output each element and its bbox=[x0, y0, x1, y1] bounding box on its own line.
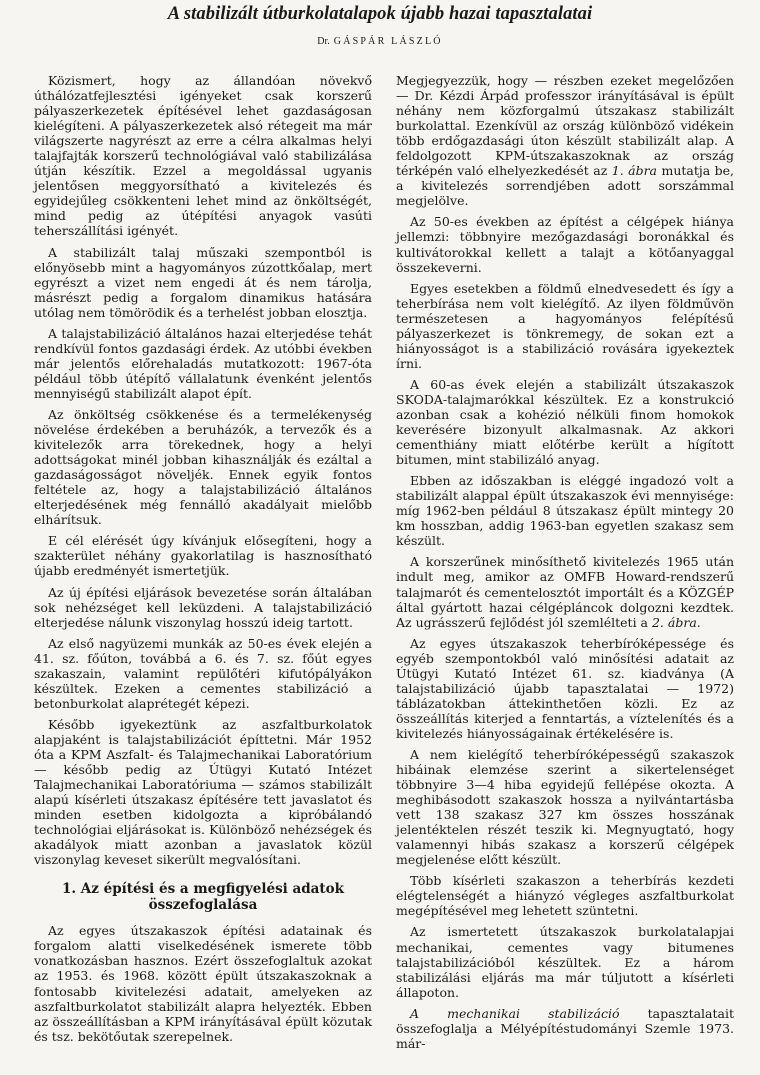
paragraph: Ebben az időszakban is eléggé ingadozó volt a stabilizált alappal épült útszakaszok évi mennyisége: míg 1962-ben például 8 útszakasz épült mintegy 20 km hosszban, addig 1963-ban egyetlen szakasz sem készült. bbox=[396, 473, 734, 549]
figure-reference: 1. ábra bbox=[611, 163, 658, 179]
paragraph: Az önköltség csökkenése és a termelékenység növelése érdekében a beruházók, a tervezők és a kivitelezők arra törekednek, hogy a helyi adottságokat minél jobban kihasználják és ezáltal a gazdaságosságot növeljék. Ennek egyik fontos feltétele az, hogy a talajstabilizáció általános elterjedésének még fennálló akadályait mielőbb elhárítsuk. bbox=[34, 406, 372, 528]
paragraph: Az 50-es években az építést a célgépek hiánya jellemzi: többnyire mezőgazdasági boronákkal és kultivátorokkal kellett a talajt a kötőanyaggal összekeverni. bbox=[396, 214, 734, 275]
paragraph: Az egyes útszakaszok teherbíróképessége és egyéb szempontokból való minősítési adatait az Útügyi Kutató Intézet 61. sz. kiadványa (A talajstabilizáció újabb tapasztalatai — 1972) táblázatokban áttekinthetően közli. Ez az összeállítás kiterjed a fenntartás, a víztelenítés és a kivitelezés hiányosságainak értékelésére is. bbox=[396, 635, 734, 741]
paragraph bbox=[396, 554, 734, 629]
paragraph: Az új építési eljárások bevezetése során általában sok nehézséget kell leküzdeni. A talajstabilizáció elterjedése nálunk viszonylag hosszú ideig tartott. bbox=[34, 584, 372, 630]
figure-reference: 2. ábra. bbox=[651, 614, 701, 630]
paragraph: Az egyes útszakaszok építési adatainak és forgalom alatti viselkedésének ismerete több vonatkozásban hasznos. Ezért összefoglaltuk azokat az 1953. és 1968. között épült útszakaszoknak a fontosabb kivitelezési adatait, amelyeken az aszfaltburkolatot stabilizált alapra helyezték. Ebben az összeállításban a KPM irányításával épült közutak és tsz. bekötőutak szerepelnek. bbox=[34, 923, 372, 1044]
paragraph: Az első nagyüzemi munkák az 50-es évek elején a 41. sz. főúton, továbbá a 6. és 7. sz. főút egyes szakaszain, valamint repülőtéri kifutópályákon készültek. Ezeken a cementes stabilizáció a betonburkolat alaprétegét képezi. bbox=[34, 635, 372, 711]
paragraph: A talajstabilizáció általános hazai elterjedése tehát rendkívül fontos gazdasági érdek. Az utóbbi években már jelentős előrehaladás mutatkozott: 1967-óta például több útépítő vállalatunk évenként jelentős mennyiségű stabilizált alapot épít. bbox=[34, 325, 372, 401]
paragraph bbox=[396, 1006, 734, 1051]
section-heading: 1. Az építési és a megfigyelési adatok összefoglalása bbox=[61, 881, 345, 914]
paragraph-text: mutatja be, a kivitelezés sorrendjében adott sorszámmal megjelölve. bbox=[396, 163, 735, 209]
paragraph: E cél elérését úgy kívánjuk elősegíteni, hogy a szakterület néhány gyakorlatilag is hasznosítható újabb eredményét ismertetjük. bbox=[34, 533, 372, 579]
left-column bbox=[34, 73, 372, 1050]
paragraph: Egyes esetekben a földmű elnedvesedett és így a teherbírása nem volt kielégítő. Az ilyen földművön természetesen a hagyományos felépítésű pályaszerkezet is tönkremegy, de sokan ezt a hiányosságot is a stabilizáció rovására igyekeztek írni. bbox=[396, 280, 734, 371]
emphasis-lead: A mechanikai stabilizáció bbox=[410, 1005, 620, 1021]
paragraph bbox=[396, 73, 734, 208]
paragraph-text: tapasztalatait összefoglalja a Mélyépítéstudományi Szemle 1973. már- bbox=[396, 1005, 734, 1051]
article-title: A stabilizált útburkolatalapok újabb hazai tapasztalatai bbox=[167, 4, 593, 24]
paragraph: Több kísérleti szakaszon a teherbírás kezdeti elégtelenségét a hiányzó végleges aszfaltburkolat megépítésével meg lehetett szüntetni. bbox=[396, 873, 734, 919]
paragraph-text: A korszerűnek minősíthető kivitelezés 1965 után indult meg, amikor az OMFB Howard-rendszerű talajmarót és cementelosztót importált és a KÖZGÉP által gyártott hazai célgépláncok dolgozni kezdtek. Az ugrásszerű fejlődést jól szemlélteti a bbox=[396, 554, 734, 630]
right-column bbox=[396, 73, 734, 1057]
author-line bbox=[0, 36, 760, 47]
paragraph: Később igyekeztünk az aszfaltburkolatok alapjaként is talajstabilizációt építtetni. Már 1952 óta a KPM Aszfalt- és Talajmechanikai Laboratórium — később pedig az Útügyi Kutató Intézet Talajmechanikai Laboratóriuma — számos stabilizált alapú kísérleti útszakasz építésére tett javaslatot és minden esetben kidolgozta a kipróbálandó technológiai eljárásokat is. Különböző nehézségek és akadályok miatt azonban a javaslatok közül viszonylag keveset sikerült megvalósítani. bbox=[34, 716, 372, 868]
paragraph: Közismert, hogy az állandóan növekvő úthálózatfejlesztési igényeket csak korszerű pályaszerkezetek építésével lehet gazdaságosan kielégíteni. A pályaszerkezetek alsó rétegeit ma már világszerte nagyrészt az erre a célra alkalmas helyi talajfajták korszerű technológiával való stabilizálása útján készítik. Ezzel a megoldással ugyanis jelentősen meggyorsítható a kivitelezés és egyidejűleg csökkenteni lehet mind az önköltségét, mind pedig az útépítési anyagok vasúti teherszállítási igényét. bbox=[34, 73, 372, 239]
author-name: GÁSPÁR LÁSZLÓ bbox=[333, 36, 443, 47]
author-prefix: Dr. bbox=[317, 36, 330, 47]
paragraph: A stabilizált talaj műszaki szempontból is előnyösebb mint a hagyományos zúzottkőalap, mert egyrészt a vizet nem engedi át és nem tárolja, másrészt pedig a forgalom dinamikus hatására utólag nem tömörödik és a terhelést jobban elosztja. bbox=[34, 244, 372, 320]
paragraph: Az ismertetett útszakaszok burkolatalapjai mechanikai, cementes vagy bitumenes talajstabilizációból készültek. Ez a három stabilizálási eljárás ma már túljutott a kísérleti állapoton. bbox=[396, 924, 734, 1000]
paragraph: A 60-as évek elején a stabilizált útszakaszok SKODA-talajmarókkal készültek. Ez a konstrukció azonban csak a kohézió nélküli finom homokok keverésére bizonyult alkalmasnak. Az akkori cementhiány miatt előtérbe került a hígított bitumen, mint stabilizáló anyag. bbox=[396, 376, 734, 468]
paragraph-text: Megjegyezzük, hogy — részben ezeket megelőzően — Dr. Kézdi Árpád professzor irányításával is épült néhány nem közforgalmú útszakasz stabilizált burkolattal. Ezenkívül az ország különböző vidékein több erdőgazdasági úton készült stabilizált alap. A feldolgozott KPM-útszakaszoknak az ország térképén való elhelyezkedését az bbox=[396, 73, 734, 179]
paragraph: A nem kielégítő teherbíróképességű szakaszok hibáinak elemzése szerint a sikertelenséget többnyire 3—4 hiba egyidejű fellépése okozta. A meghibásodott szakaszok hossza a nyilvántartásba vett 138 szakasz 327 km összes hosszának jelentéktelen részét teszik ki. Megnyugtató, hogy valamennyi hibás szakasz a korszerű célgépek megjelenése előtt készült. bbox=[396, 746, 734, 868]
